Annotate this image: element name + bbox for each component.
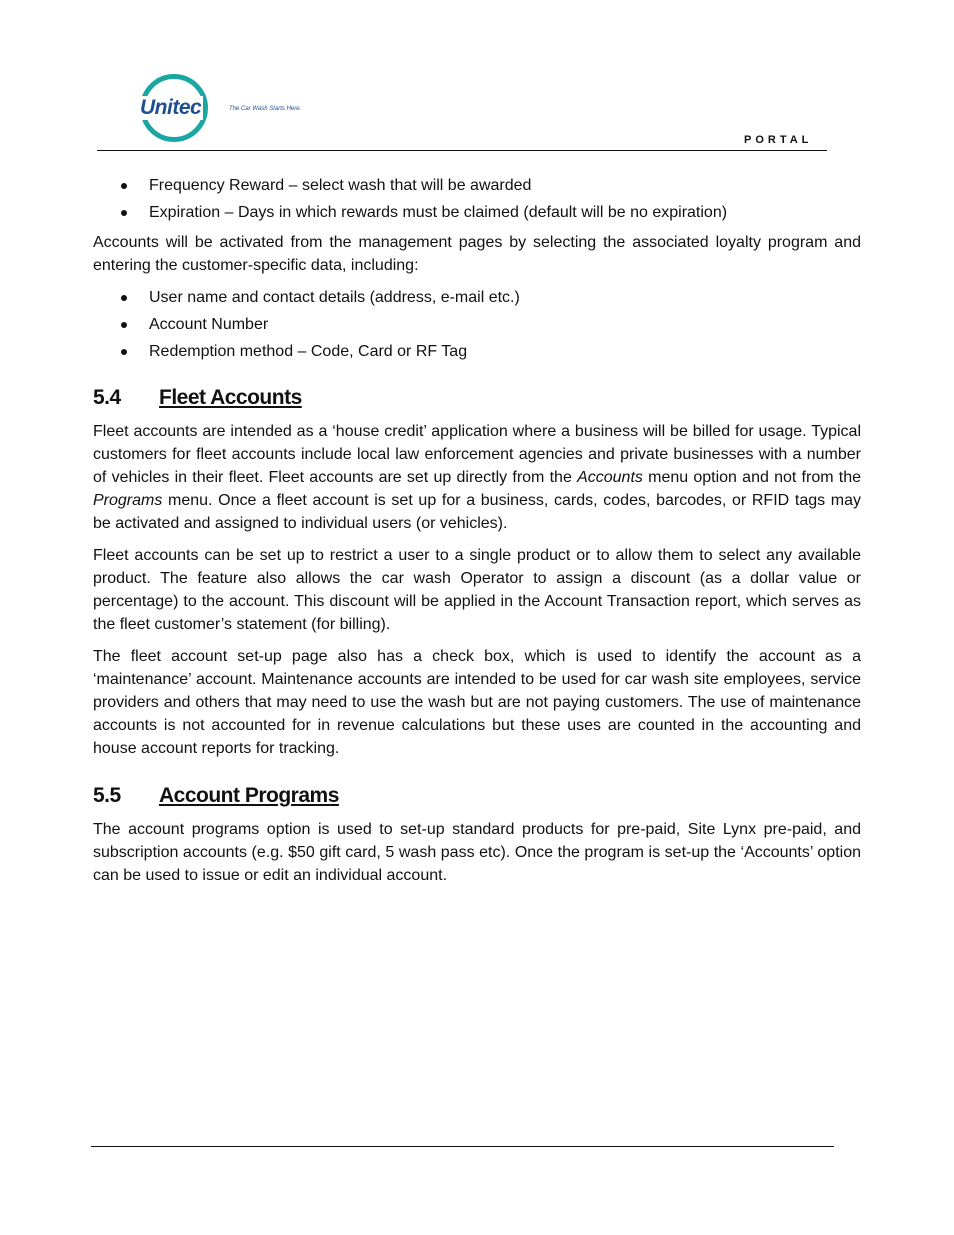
bullet-icon xyxy=(121,183,127,189)
activation-paragraph: Accounts will be activated from the management pages by selecting the associated loyalty program and entering the customer-specific data, including: xyxy=(93,234,861,274)
bullet-icon xyxy=(121,295,127,301)
list-item: Frequency Reward – select wash that will be awarded xyxy=(93,172,861,199)
list-item: User name and contact details (address, e-mail etc.) xyxy=(93,284,861,311)
logo-wordmark: Unitec xyxy=(140,96,202,119)
section-number: 5.5 xyxy=(93,784,121,807)
header-section-label: PORTAL xyxy=(744,134,813,146)
section-title: Fleet Accounts xyxy=(159,386,302,409)
list-item: Account Number xyxy=(93,311,861,338)
section-number: 5.4 xyxy=(93,386,121,409)
bullet-icon xyxy=(121,349,127,355)
fleet-paragraph-2: Fleet accounts can be set up to restrict a user to a single product or to allow them to select any available product. The feature also allows the car wash Operator to assign a discount (as a dollar value or percentage) to the account. This discount will be applied in the Account Transaction report, which serves as the fleet customer’s statement (for billing). xyxy=(93,547,861,633)
page-body xyxy=(93,172,861,887)
customer-data-list xyxy=(93,284,861,365)
list-item: Redemption method – Code, Card or RF Tag xyxy=(93,338,861,365)
programs-paragraph: The account programs option is used to set-up standard products for pre-paid, Site Lynx pre-paid, and subscription accounts (e.g. $50 gift card, 5 wash pass etc). Once the program is set-up the ‘Accounts’ option can be used to issue or edit an individual account. xyxy=(93,821,861,884)
rewards-list xyxy=(93,172,861,226)
list-item: Expiration – Days in which rewards must be claimed (default will be no expiration) xyxy=(93,199,861,226)
bullet-icon xyxy=(121,322,127,328)
fleet-paragraph-3: The fleet account set-up page also has a check box, which is used to identify the account as a ‘maintenance’ account. Maintenance accounts are intended to be used for car wash site employees, service providers and others that may need to use the wash but are not paying customers. The use of maintenance accounts is not accounted for in revenue calculations but these uses are counted in the accounting and house account reports for tracking. xyxy=(93,648,861,757)
logo-tagline: The Car Wash Starts Here. xyxy=(229,106,302,112)
section-title: Account Programs xyxy=(159,784,339,807)
footer-divider xyxy=(91,1146,834,1147)
section-heading-fleet-accounts xyxy=(93,384,861,412)
unitec-logo xyxy=(138,72,318,150)
section-heading-account-programs xyxy=(93,782,861,810)
bullet-icon xyxy=(121,210,127,216)
header-divider xyxy=(97,150,827,151)
fleet-paragraph-1: Fleet accounts are intended as a ‘house credit’ application where a business will be billed for usage. Typical customers for fleet accounts include local law enforcement agencies and private businesses with a number of vehicles in their fleet. Fleet accounts are set up directly from the Accounts menu option and not from the Programs menu. Once a fleet account is set up for a business, cards, codes, barcodes, or RFID tags may be activated and assigned to individual users (or vehicles). xyxy=(93,423,862,532)
